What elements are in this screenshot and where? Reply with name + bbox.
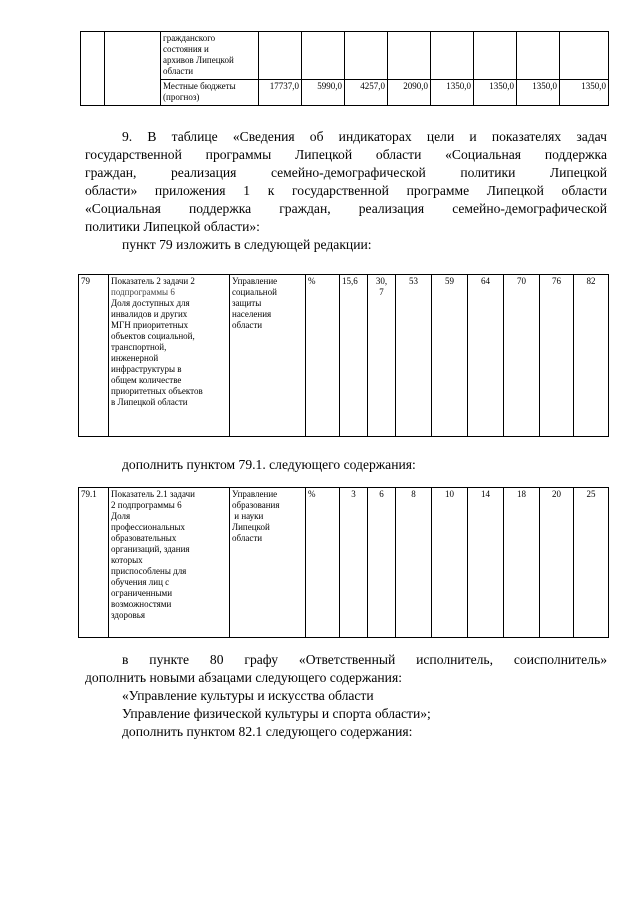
table-cell [345, 32, 388, 80]
cell-line: инвалидов и других [111, 309, 188, 319]
cell-line: профессиональных [111, 522, 186, 532]
cell-line: образовательных [111, 533, 177, 543]
cell-line: которых [111, 555, 143, 565]
table-cell-value: 25 [574, 488, 609, 638]
table-cell-value: 1350,0 [560, 80, 609, 106]
cell-line: 7 [379, 287, 384, 297]
cell-line: социальной [232, 287, 277, 297]
cell-line: и науки [232, 511, 264, 521]
table-cell-value: 70 [504, 275, 540, 437]
table-cell-executor [230, 488, 306, 638]
table-cell-value: 14 [468, 488, 504, 638]
text-line: дополнить пунктом 82.1 следующего содержания: [122, 724, 413, 739]
table-row [81, 32, 609, 80]
cell-line: гражданского [163, 33, 216, 43]
table-cell [517, 32, 560, 80]
table-cell [560, 32, 609, 80]
table-cell-value: 6 [368, 488, 396, 638]
table-cell [388, 32, 431, 80]
text-line: граждан, реализация семейно-демографической политики Липецкой [85, 165, 607, 180]
cell-line: общем количестве [111, 375, 182, 385]
cell-line: транспортной, [111, 342, 167, 352]
cell-line: приспособлены для [111, 566, 187, 576]
table-cell-value: 76 [540, 275, 574, 437]
table-cell [474, 32, 517, 80]
table-cell-value: 18 [504, 488, 540, 638]
text-line: в пункте 80 графу «Ответственный исполнитель, соисполнитель» [122, 652, 607, 667]
table-cell-value: 10 [432, 488, 468, 638]
table-cell-executor [230, 275, 306, 437]
cell-line: области [163, 66, 194, 76]
table-cell-name [161, 32, 259, 80]
cell-line: Показатель 2.1 задачи [111, 489, 195, 499]
budget-table-fragment [80, 31, 609, 106]
table-row [79, 488, 609, 638]
cell-line: населения [232, 309, 272, 319]
table-row [79, 275, 609, 437]
table-cell-unit: % [306, 488, 340, 638]
table-cell-value: 8 [396, 488, 432, 638]
text-line: Управление физической культуры и спорта области»; [122, 706, 431, 721]
table-cell-value: 20 [540, 488, 574, 638]
cell-line: организаций, здания [111, 544, 190, 554]
table-cell-value: 82 [574, 275, 609, 437]
table-cell-value: 3 [340, 488, 368, 638]
cell-line: Управление [232, 276, 278, 286]
text-line: дополнить пунктом 79.1. следующего содержания: [122, 457, 416, 472]
cell-line: области [232, 320, 263, 330]
cell-line: области [232, 533, 263, 543]
table-cell-value: 1350,0 [474, 80, 517, 106]
table-cell [81, 32, 105, 106]
text-line: государственной программы Липецкой области «Социальная поддержка [85, 147, 607, 162]
table-cell-value: 4257,0 [345, 80, 388, 106]
cell-line: инженерной [111, 353, 159, 363]
cell-line: (прогноз) [163, 92, 200, 102]
table-cell-value: 59 [432, 275, 468, 437]
table-cell-value: 1350,0 [517, 80, 560, 106]
cell-line: архивов Липецкой [163, 55, 234, 65]
indicator-table-79-1 [78, 487, 609, 638]
table-cell-name [109, 488, 230, 638]
table-cell-number: 79 [79, 275, 109, 437]
table-cell-name [161, 80, 259, 106]
table-cell-value: 64 [468, 275, 504, 437]
addition-79-1-text [122, 456, 607, 474]
cell-line: ограниченными [111, 588, 173, 598]
cell-line: Местные бюджеты [163, 81, 236, 91]
cell-line: 2 подпрограммы 6 [111, 500, 182, 510]
table-cell [431, 32, 474, 80]
cell-line: состояния и [163, 44, 209, 54]
cell-line: Управление [232, 489, 278, 499]
table-cell [302, 32, 345, 80]
table-cell-value: 1350,0 [431, 80, 474, 106]
cell-line: приоритетных объектов [111, 386, 203, 396]
text-line: пункт 79 изложить в следующей редакции: [122, 237, 372, 252]
table-cell-value: 17737,0 [259, 80, 302, 106]
cell-line: защиты [232, 298, 262, 308]
paragraph-9 [85, 128, 607, 254]
table-cell-value: 53 [396, 275, 432, 437]
table-cell-value: 15,6 [340, 275, 368, 437]
cell-line: Липецкой [232, 522, 270, 532]
text-line: дополнить новыми абзацами следующего содержания: [85, 670, 402, 685]
text-line: 9. В таблице «Сведения об индикаторах цели и показателях задач [122, 129, 607, 144]
cell-line: инфраструктуры в [111, 364, 182, 374]
cell-line: подпрограммы 6 [111, 287, 175, 297]
table-cell-value: 5990,0 [302, 80, 345, 106]
text-line: политики Липецкой области»: [85, 219, 260, 234]
table-cell-unit: % [306, 275, 340, 437]
cell-line: здоровья [111, 610, 145, 620]
table-cell-value: 2090,0 [388, 80, 431, 106]
table-cell-name [109, 275, 230, 437]
paragraph-80 [85, 651, 607, 741]
indicator-table-79 [78, 274, 609, 437]
cell-line: Доля [111, 511, 131, 521]
cell-line: в Липецкой области [111, 397, 188, 407]
cell-line: объектов социальной, [111, 331, 195, 341]
cell-line: обучения лиц с [111, 577, 170, 587]
table-cell-number: 79.1 [79, 488, 109, 638]
text-line: «Социальная поддержка граждан, реализация семейно-демографической [85, 201, 607, 216]
cell-line: МГН приоритетных [111, 320, 189, 330]
cell-line: возможностями [111, 599, 172, 609]
table-cell-value [368, 275, 396, 437]
cell-line: 30, [375, 276, 388, 286]
table-cell [259, 32, 302, 80]
text-line: области» приложения 1 к государственной программе Липецкой области [85, 183, 607, 198]
text-line: «Управление культуры и искусства области [122, 688, 374, 703]
table-cell [105, 32, 161, 106]
cell-line: образования [232, 500, 280, 510]
cell-line: Показатель 2 задачи 2 [111, 276, 195, 286]
table-row [81, 80, 609, 106]
cell-line: Доля доступных для [111, 298, 190, 308]
